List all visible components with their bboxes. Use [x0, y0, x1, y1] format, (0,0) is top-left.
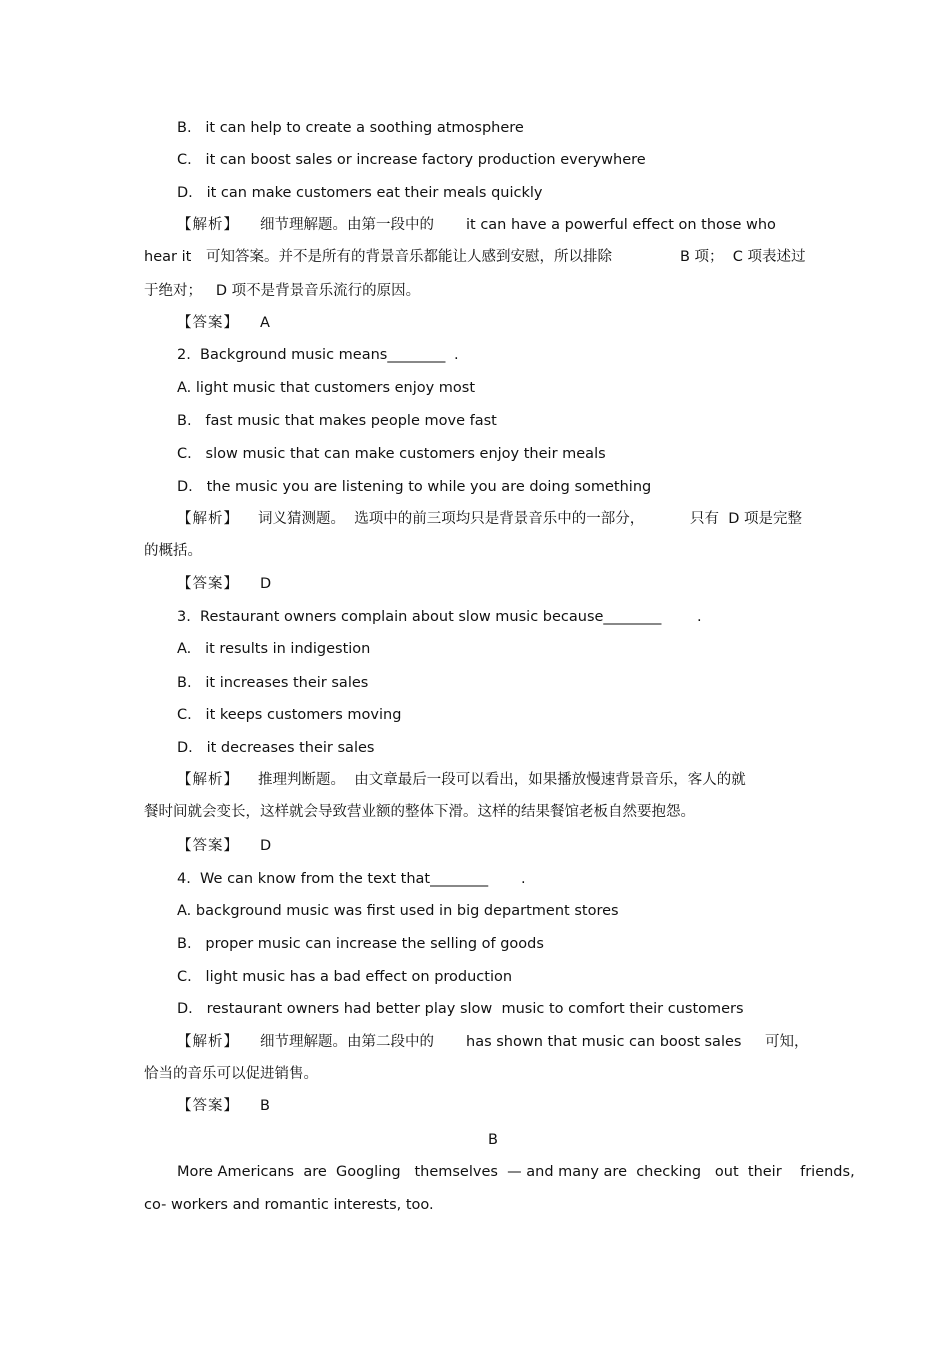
- q2-analysis-text: 只有 D 项是完整: [690, 511, 802, 527]
- q2-option-a: A. light music that customers enjoy most: [177, 380, 476, 396]
- q4-analysis-label: 【解析】: [177, 1034, 239, 1050]
- q1-analysis-label: 【解析】: [177, 217, 239, 233]
- section-b-paragraph-line1: More Americans are Googling themselves — and many are checking out their friends,: [177, 1164, 855, 1180]
- q2-option-b: B. fast music that makes people move fast: [177, 413, 497, 429]
- q3-option-b: B. it increases their sales: [177, 675, 369, 691]
- section-b-paragraph-line2: co- workers and romantic interests, too.: [144, 1197, 434, 1213]
- q4-analysis-text: 可知，: [765, 1034, 809, 1050]
- q4-option-d: D. restaurant owners had better play slow music to comfort their customers: [177, 1001, 744, 1017]
- q1-option-b: B. it can help to create a soothing atmosphere: [177, 120, 524, 136]
- q3-analysis-text: 餐时间就会变长，这样就会导致营业额的整体下滑。这样的结果餐馆老板自然要抱怨。: [144, 804, 695, 820]
- q3-answer-label: 【答案】: [177, 838, 239, 854]
- q4-option-a: A. background music was first used in big department stores: [177, 903, 619, 919]
- q1-analysis-text: 细节理解题。由第一段中的: [260, 217, 434, 233]
- q1-analysis-quote-end: hear it: [144, 249, 192, 265]
- q4-answer-label: 【答案】: [177, 1098, 239, 1114]
- q1-analysis-text: B 项； C 项表述过: [680, 249, 806, 265]
- q1-analysis-quote: it can have a powerful effect on those who: [466, 217, 776, 233]
- q2-option-d: D. the music you are listening to while you are doing something: [177, 479, 652, 495]
- q2-stem: 2. Background music means________: [177, 347, 446, 363]
- q4-option-c: C. light music has a bad effect on production: [177, 969, 513, 985]
- q3-analysis-text: 推理判断题。 由文章最后一段可以看出，如果播放慢速背景音乐，客人的就: [258, 772, 746, 788]
- q1-option-d: D. it can make customers eat their meals quickly: [177, 185, 543, 201]
- q2-analysis-text: 词义猜测题。 选项中的前三项均只是背景音乐中的一部分，: [258, 511, 645, 527]
- q2-analysis-text: 的概括。: [144, 543, 202, 559]
- q4-analysis-text: 细节理解题。由第二段中的: [260, 1034, 434, 1050]
- q1-option-c: C. it can boost sales or increase factory production everywhere: [177, 152, 646, 168]
- q2-option-c: C. slow music that can make customers enjoy their meals: [177, 446, 606, 462]
- q2-answer: D: [260, 576, 272, 592]
- q4-analysis-text: 恰当的音乐可以促进销售。: [144, 1066, 318, 1082]
- q4-answer: B: [260, 1098, 270, 1114]
- q2-stem-end: .: [454, 347, 459, 363]
- q4-option-b: B. proper music can increase the selling of goods: [177, 936, 544, 952]
- q3-option-c: C. it keeps customers moving: [177, 707, 402, 723]
- q3-analysis-label: 【解析】: [177, 772, 239, 788]
- q2-answer-label: 【答案】: [177, 576, 239, 592]
- q1-answer: A: [260, 315, 270, 331]
- q3-stem: 3. Restaurant owners complain about slow music because________: [177, 609, 662, 625]
- q3-option-d: D. it decreases their sales: [177, 740, 375, 756]
- q4-stem-end: .: [521, 871, 526, 887]
- q4-analysis-quote: has shown that music can boost sales: [466, 1034, 742, 1050]
- q4-stem: 4. We can know from the text that________: [177, 871, 489, 887]
- q3-answer: D: [260, 838, 272, 854]
- q1-answer-label: 【答案】: [177, 315, 239, 331]
- q3-option-a: A. it results in indigestion: [177, 641, 371, 657]
- section-b-heading: B: [488, 1132, 498, 1148]
- q2-analysis-label: 【解析】: [177, 511, 239, 527]
- q1-analysis-text: 可知答案。并不是所有的背景音乐都能让人感到安慰，所以排除: [206, 249, 612, 265]
- q1-analysis-text: 于绝对； D 项不是背景音乐流行的原因。: [144, 283, 421, 299]
- q3-stem-end: .: [697, 609, 702, 625]
